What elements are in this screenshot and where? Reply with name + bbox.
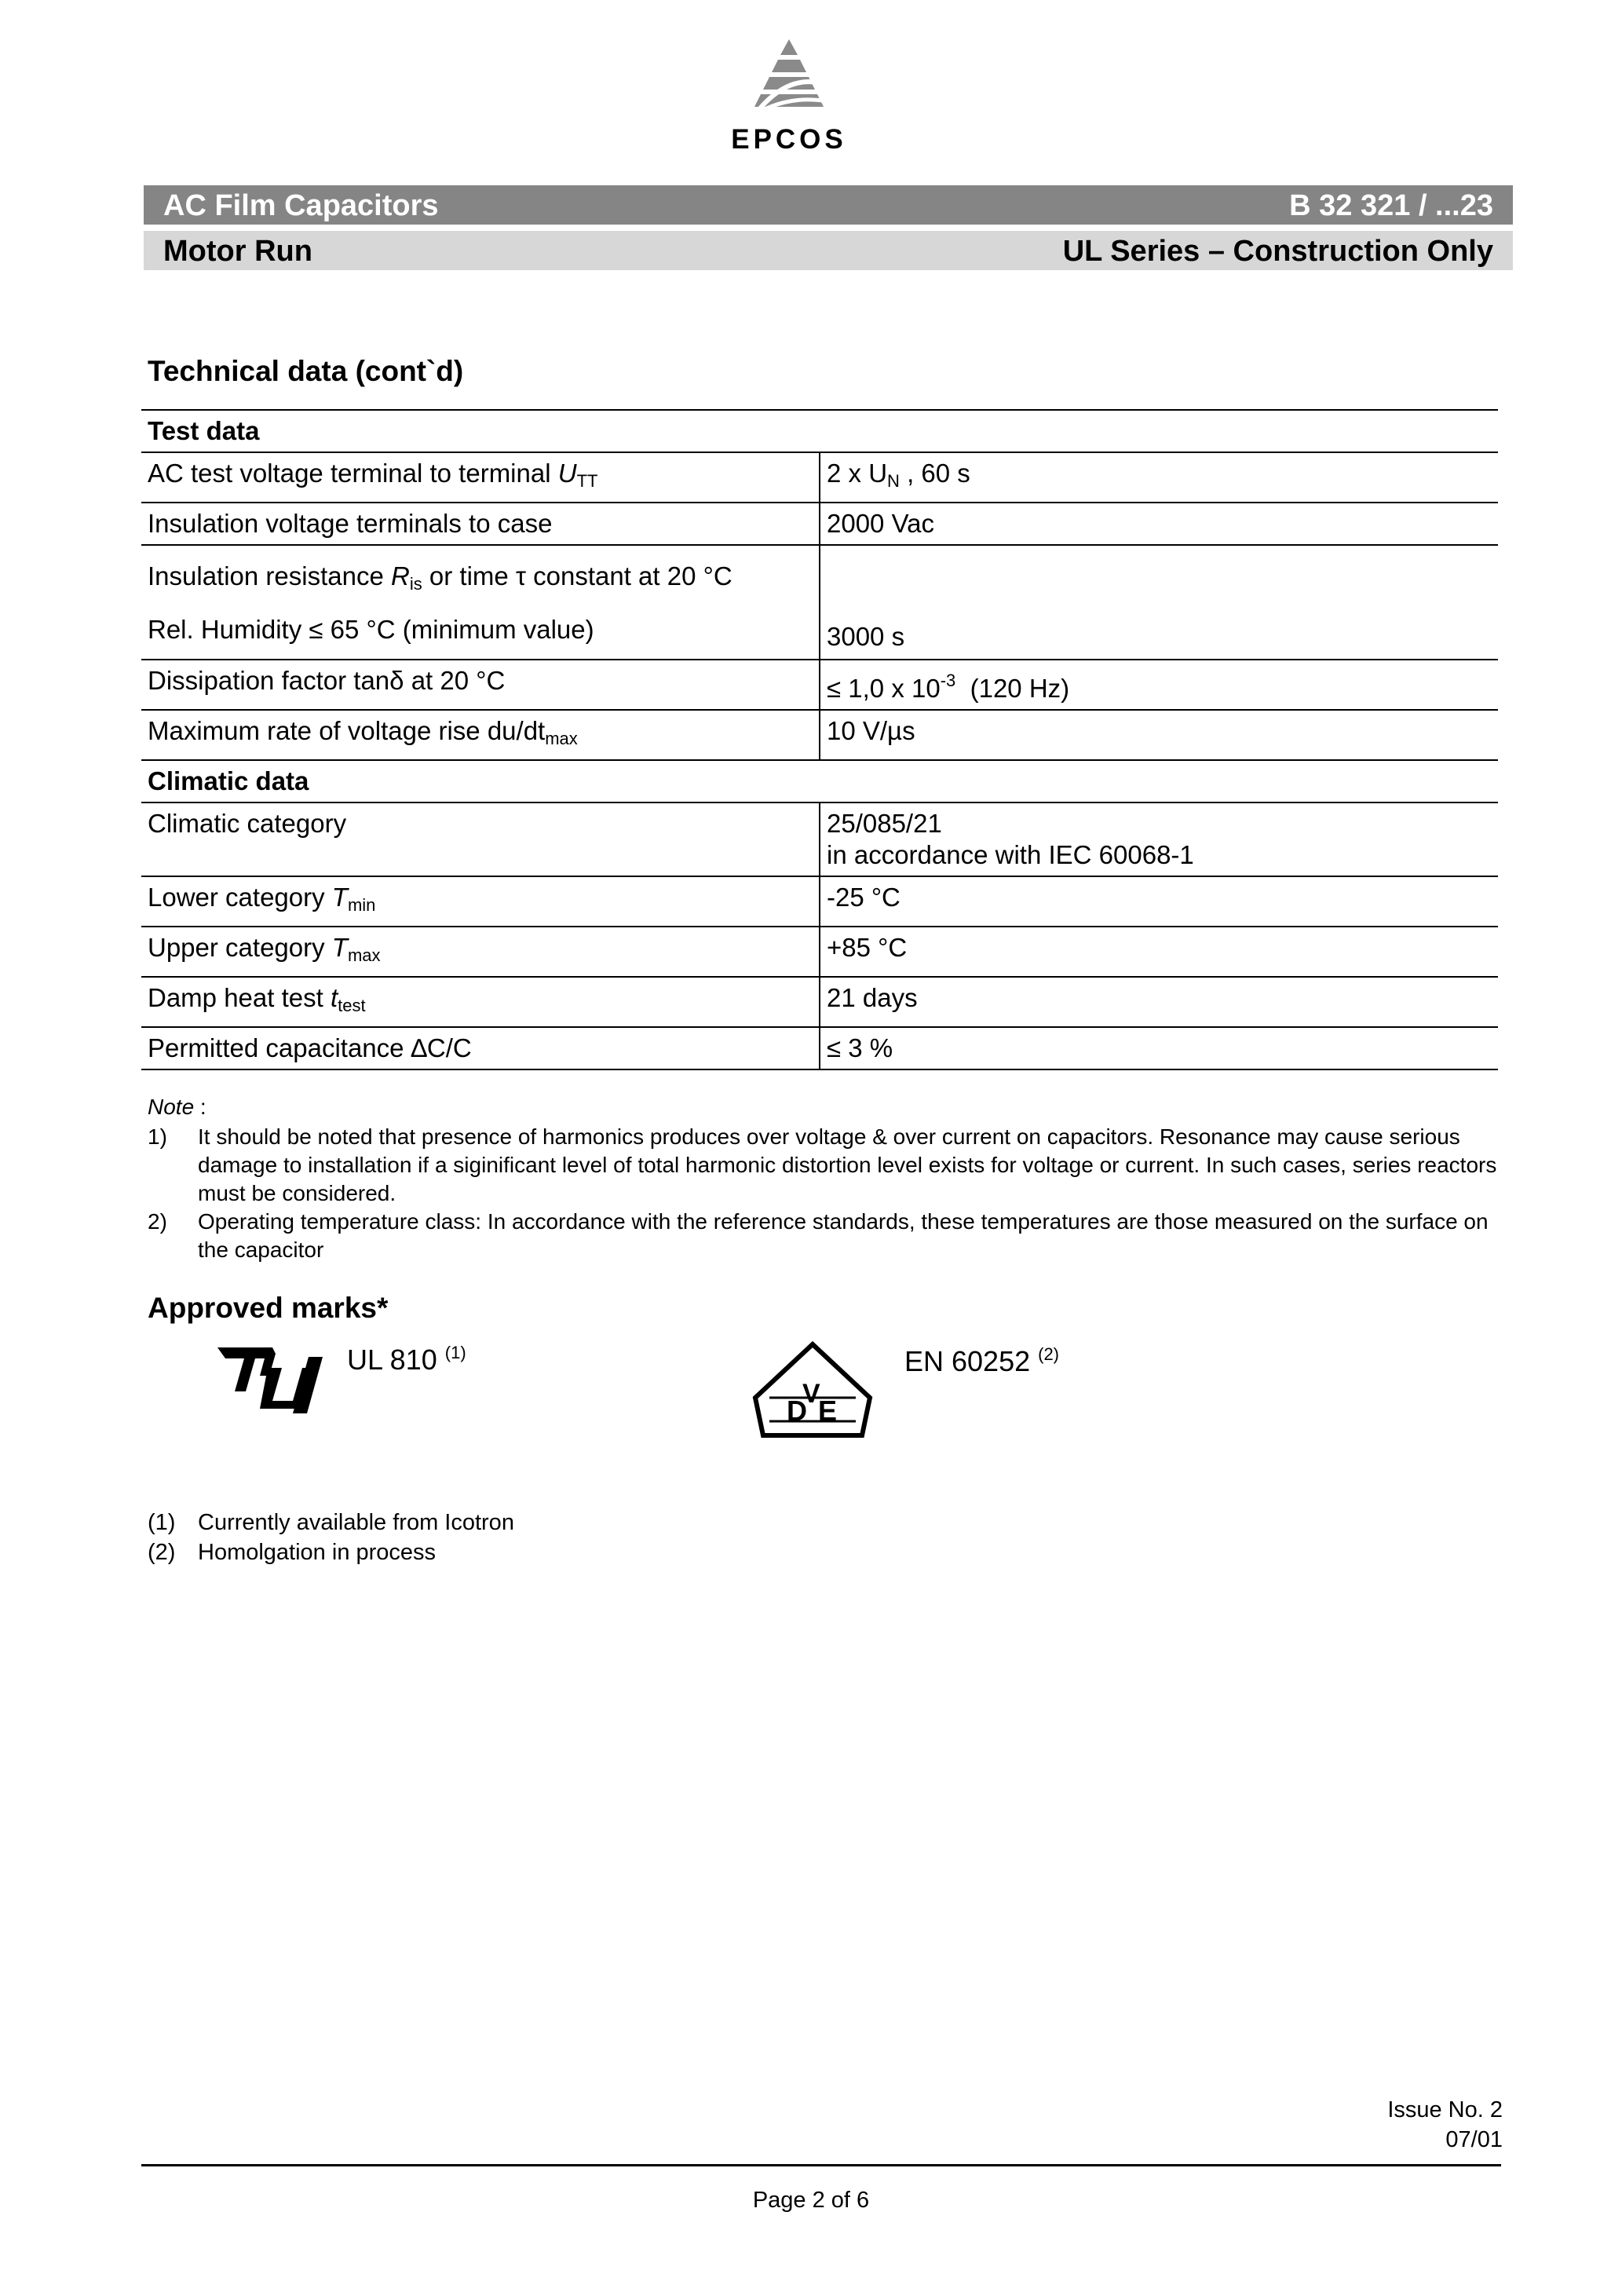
table-row: Dissipation factor tanδ at 20 °C ≤ 1,0 x $10^{-3}$ (120 Hz) (141, 660, 1498, 710)
page-number: Page 2 of 6 (752, 2188, 870, 2213)
svg-text:V: V (802, 1379, 820, 1409)
table-row: Upper category $T_{max}$ +85 °C (141, 927, 1498, 977)
note-heading: Note : (148, 1095, 206, 1119)
table-row: Insulation resistance $R_{is}$ or time τ constant at 20 °C Rel. Humidity ≤ 65 °C (minimum value) 3000 s (141, 545, 1498, 660)
doc-subtitle: Motor Run (163, 235, 312, 268)
epcos-logo (730, 38, 848, 155)
header-bar (144, 185, 1513, 225)
list-item: 1) It should be noted that presence of harmonics produces over voltage & over current on capacitors. Resonance may cause serious damage to installation if a siginificant level of total harmonic distortion level exists for voltage or current. In such cases, series reactors must be considered. (148, 1124, 1497, 1205)
ul-mark-label: UL 810 $^{(1)}$ (347, 1343, 466, 1376)
footer-divider (141, 2164, 1501, 2166)
vde-mark-label: EN 60252 $^{(2)}$ (904, 1344, 1060, 1377)
table-row: Climatic category 25/085/21 in accordance with IEC 60068-1 (141, 803, 1498, 876)
doc-title: AC Film Capacitors (163, 189, 439, 222)
table-row: AC test voltage terminal to terminal $U_{TT}$ 2 x $U_N$ , 60 s (141, 452, 1498, 503)
list-item: (2) Homolgation in process (148, 1540, 437, 1565)
footnotes-list (148, 1508, 514, 1567)
part-number: B 32 321 / ...23 (1289, 189, 1493, 222)
issue-info: Issue No. 2 07/01 (1387, 2097, 1503, 2152)
svg-text:E: E (818, 1395, 838, 1427)
table-row: Insulation voltage terminals to case 2000 Vac (141, 503, 1498, 545)
series-label: UL Series – Construction Only (1062, 235, 1493, 268)
vde-mark-icon (746, 1340, 879, 1446)
subheader-bar (144, 231, 1513, 270)
list-item: (1) Currently available from Icotron (148, 1510, 514, 1535)
list-item: 2) Operating temperature class: In accordance with the reference standards, these temperatures are those measured on the surface on the capacitor (148, 1209, 1489, 1262)
table-row: Damp heat test $t_{test}$ 21 days (141, 977, 1498, 1027)
technical-data-table (141, 409, 1498, 1070)
table-row: Lower category $T_{min}$ -25 °C (141, 876, 1498, 927)
table-section-header: Climatic data (141, 760, 1498, 803)
epcos-pyramid-icon (730, 38, 848, 122)
table-row: Permitted capacitance ∆C/C ≤ 3 % (141, 1027, 1498, 1069)
table-section-header: Test data (141, 410, 1498, 452)
ul-mark-icon (214, 1344, 332, 1420)
table-row: Maximum rate of voltage rise $du/dt_{max}$ 10 V/µs (141, 710, 1498, 760)
approved-marks-heading: Approved marks* (148, 1292, 389, 1324)
section-title: Technical data (cont`d) (148, 355, 464, 387)
logo-text: EPCOS (731, 124, 847, 155)
notes-list (148, 1123, 1498, 1264)
svg-text:D: D (787, 1395, 807, 1427)
